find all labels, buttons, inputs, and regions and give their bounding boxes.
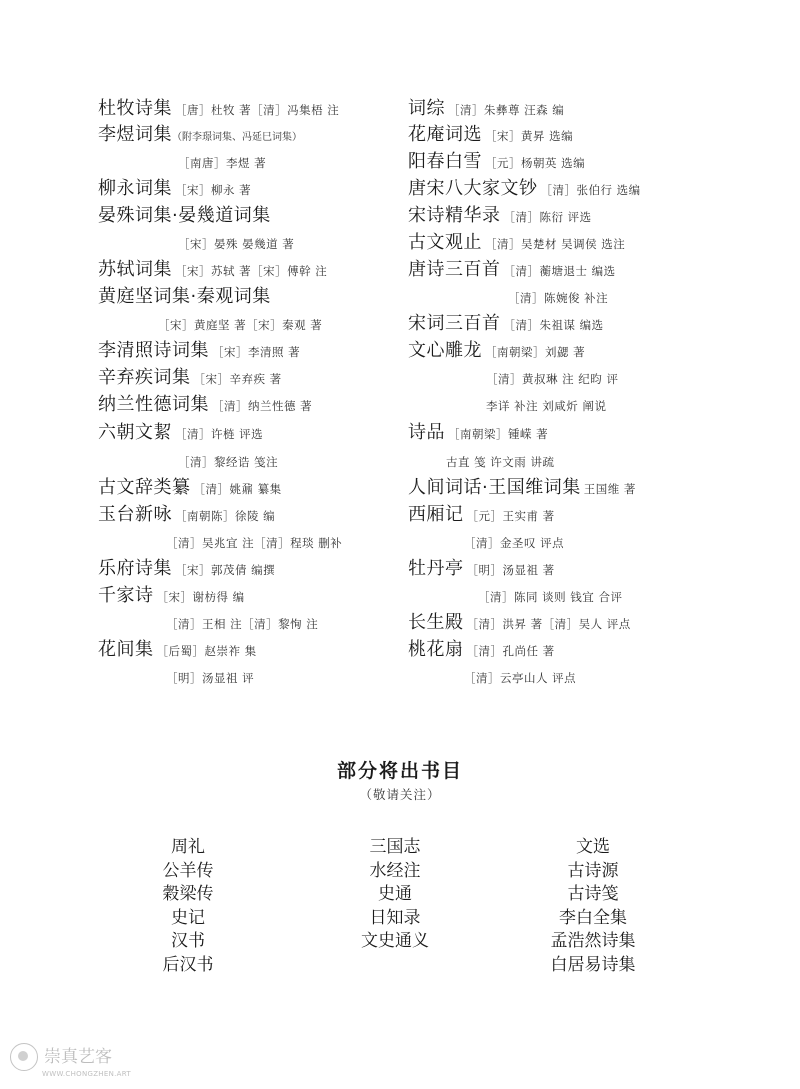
- upcoming-title: 孟浩然诗集: [550, 931, 636, 951]
- upcoming-title: 史记: [171, 907, 205, 928]
- book-author-info: ［清］洪昇 著［清］吴人 评点: [466, 617, 631, 631]
- book-entry: [98, 502, 275, 528]
- book-author-info: ［宋］黄昇 选编: [485, 129, 574, 143]
- book-author-info: ［明］汤显祖 著: [466, 563, 555, 577]
- book-entry: [408, 311, 604, 337]
- book-entry: [408, 502, 555, 528]
- book-author-info: ［清］蘅塘退士 编选: [503, 264, 616, 278]
- book-author-info: ［宋］黄庭坚 著［宋］秦观 著: [158, 318, 323, 332]
- book-entry: [464, 529, 564, 555]
- book-title: 人间词话·王国维词集: [408, 477, 581, 498]
- book-author-info: ［南朝陈］徐陵 编: [175, 509, 276, 523]
- book-author-info: ［清］金圣叹 评点: [464, 536, 565, 550]
- upcoming-title: 史通: [378, 884, 412, 904]
- book-title: 桃花扇: [408, 639, 464, 660]
- upcoming-title: 日知录: [369, 907, 421, 928]
- book-entry: [178, 448, 278, 474]
- book-title: 词综: [408, 98, 445, 119]
- book-author-info: ［清］孔尚任 著: [466, 644, 555, 658]
- book-author-info: ［清］朱祖谋 编选: [503, 318, 604, 332]
- book-author-info: ［宋］郭茂倩 编撰: [175, 563, 276, 577]
- watermark-text: 崇真艺客: [44, 1047, 112, 1067]
- book-author-info: ［元］杨朝英 选编: [485, 156, 586, 170]
- book-title: 唐诗三百首: [408, 259, 501, 280]
- book-entry: [178, 230, 294, 256]
- book-entry: [98, 96, 339, 122]
- watermark-logo-icon: [10, 1043, 38, 1071]
- book-note: （附李璟词集、冯延巳词集）: [172, 132, 302, 143]
- book-entry: [166, 610, 318, 636]
- book-entry: [98, 420, 263, 446]
- upcoming-title: 三国志: [369, 837, 421, 857]
- book-title: 阳春白雪: [408, 151, 482, 172]
- book-author-info: ［宋］辛弃疾 著: [193, 372, 282, 386]
- book-author-info: ［清］陈婉俊 补注: [508, 291, 609, 305]
- book-title: 六朝文絜: [98, 422, 172, 443]
- book-title: 李煜词集: [98, 124, 172, 145]
- book-entry: [486, 365, 618, 391]
- book-author-info: ［清］云亭山人 评点: [464, 671, 577, 685]
- book-entry: [98, 392, 312, 418]
- book-title: 长生殿: [408, 612, 464, 633]
- book-entry: [166, 664, 254, 690]
- book-author-info: ［清］陈衍 评选: [503, 210, 592, 224]
- book-entry: [486, 392, 606, 418]
- book-entry: [408, 176, 641, 202]
- book-entry: [408, 230, 625, 256]
- book-author-info: ［清］姚鼐 纂集: [193, 482, 282, 496]
- book-title: 唐宋八大家文钞: [408, 178, 538, 199]
- book-author-info: ［清］吴兆宜 注［清］程琰 删补: [166, 536, 343, 550]
- book-entry: [446, 448, 554, 474]
- book-entry: [408, 610, 631, 636]
- book-title: 千家诗: [98, 585, 154, 606]
- book-author-info: 王国维 著: [583, 482, 636, 496]
- book-entry: [98, 203, 271, 229]
- upcoming-section-title: 部分将出书目: [336, 760, 463, 782]
- book-entry: [408, 338, 585, 364]
- upcoming-title: 古诗笺: [567, 884, 619, 904]
- upcoming-column-3: [513, 836, 673, 977]
- book-entry: [98, 122, 302, 148]
- book-title: 宋诗精华录: [408, 205, 501, 226]
- book-title: 西厢记: [408, 504, 464, 525]
- book-title: 黄庭坚词集·秦观词集: [98, 286, 271, 307]
- book-title: 辛弃疾词集: [98, 367, 191, 388]
- book-author-info: ［南唐］李煜 著: [178, 156, 267, 170]
- upcoming-title: 文选: [576, 837, 610, 857]
- book-title: 乐府诗集: [98, 558, 172, 579]
- upcoming-title: 古诗源: [567, 860, 619, 881]
- book-title: 柳永词集: [98, 178, 172, 199]
- book-entry: [98, 556, 275, 582]
- book-entry: [98, 475, 282, 501]
- book-author-info: ［元］王实甫 著: [466, 509, 555, 523]
- book-title: 文心雕龙: [408, 340, 482, 361]
- book-author-info: 古直 笺 许文雨 讲疏: [446, 455, 555, 469]
- book-author-info: ［南朝梁］刘勰 著: [485, 345, 586, 359]
- book-author-info: ［清］王相 注［清］黎恂 注: [166, 617, 319, 631]
- upcoming-title: 汉书: [171, 931, 205, 951]
- upcoming-title: 公羊传: [162, 860, 214, 881]
- book-title: 花庵词选: [408, 124, 482, 145]
- book-entry: [98, 257, 327, 283]
- book-author-info: ［清］吴楚材 吴调侯 选注: [485, 237, 626, 251]
- book-author-info: ［清］陈同 谈则 钱宜 合评: [478, 590, 623, 604]
- book-entry: [166, 529, 342, 555]
- book-author-info: ［宋］苏轼 著［宋］傅幹 注: [175, 264, 328, 278]
- book-author-info: ［清］黎经诰 笺注: [178, 455, 279, 469]
- book-author-info: ［清］朱彝尊 汪森 编: [448, 103, 565, 117]
- book-entry: [98, 365, 282, 391]
- book-entry: [178, 149, 266, 175]
- book-title: 李清照诗词集: [98, 340, 209, 361]
- book-title: 诗品: [408, 422, 445, 443]
- book-entry: [464, 664, 576, 690]
- book-author-info: 李详 补注 刘咸炘 阐说: [486, 399, 607, 413]
- book-author-info: ［唐］杜牧 著［清］冯集梧 注: [175, 103, 340, 117]
- book-entry: [98, 284, 271, 310]
- book-author-info: ［宋］晏殊 晏幾道 著: [178, 237, 295, 251]
- book-title: 晏殊词集·晏幾道词集: [98, 205, 271, 226]
- book-entry: [408, 475, 636, 501]
- upcoming-title: 后汉书: [162, 954, 214, 975]
- upcoming-title: 白居易诗集: [550, 954, 636, 975]
- book-entry: [98, 176, 251, 202]
- book-entry: [408, 556, 555, 582]
- watermark-subtext: WWW.CHONGZHEN.ART: [42, 1070, 131, 1078]
- upcoming-column-2: [315, 836, 475, 954]
- book-entry: [98, 637, 257, 663]
- book-entry: [508, 284, 608, 310]
- book-author-info: ［宋］李清照 著: [212, 345, 301, 359]
- book-title: 古文辞类纂: [98, 477, 191, 498]
- book-author-info: ［清］许梿 评选: [175, 427, 264, 441]
- book-author-info: ［宋］谢枋得 编: [156, 590, 245, 604]
- book-entry: [98, 338, 300, 364]
- book-author-info: ［清］黄叔琳 注 纪昀 评: [486, 372, 619, 386]
- book-entry: [158, 311, 322, 337]
- book-title: 苏轼词集: [98, 259, 172, 280]
- book-title: 牡丹亭: [408, 558, 464, 579]
- book-entry: [98, 583, 245, 609]
- upcoming-column-1: [108, 836, 268, 977]
- book-entry: [408, 96, 564, 122]
- book-author-info: ［清］张伯行 选编: [540, 183, 641, 197]
- book-title: 纳兰性德词集: [98, 394, 209, 415]
- book-author-info: ［后蜀］赵崇祚 集: [156, 644, 257, 658]
- upcoming-title: 水经注: [369, 860, 421, 881]
- book-entry: [478, 583, 622, 609]
- watermark: [10, 1042, 131, 1078]
- book-author-info: ［宋］柳永 著: [175, 183, 252, 197]
- book-entry: [408, 257, 616, 283]
- upcoming-title: 穀梁传: [162, 884, 214, 904]
- book-entry: [408, 122, 573, 148]
- upcoming-title: 文史通义: [361, 931, 429, 951]
- book-entry: [408, 149, 585, 175]
- book-title: 玉台新咏: [98, 504, 172, 525]
- book-entry: [408, 637, 555, 663]
- book-author-info: ［明］汤显祖 评: [166, 671, 255, 685]
- book-author-info: ［清］纳兰性德 著: [212, 399, 313, 413]
- book-title: 宋词三百首: [408, 313, 501, 334]
- upcoming-title: 周礼: [171, 837, 205, 857]
- book-title: 杜牧诗集: [98, 98, 172, 119]
- book-title: 花间集: [98, 639, 154, 660]
- book-entry: [408, 420, 548, 446]
- book-title: 古文观止: [408, 232, 482, 253]
- upcoming-title: 李白全集: [559, 907, 627, 928]
- book-entry: [408, 203, 592, 229]
- upcoming-section-subtitle: （敬请关注）: [359, 787, 441, 802]
- book-author-info: ［南朝梁］锺嵘 著: [448, 427, 549, 441]
